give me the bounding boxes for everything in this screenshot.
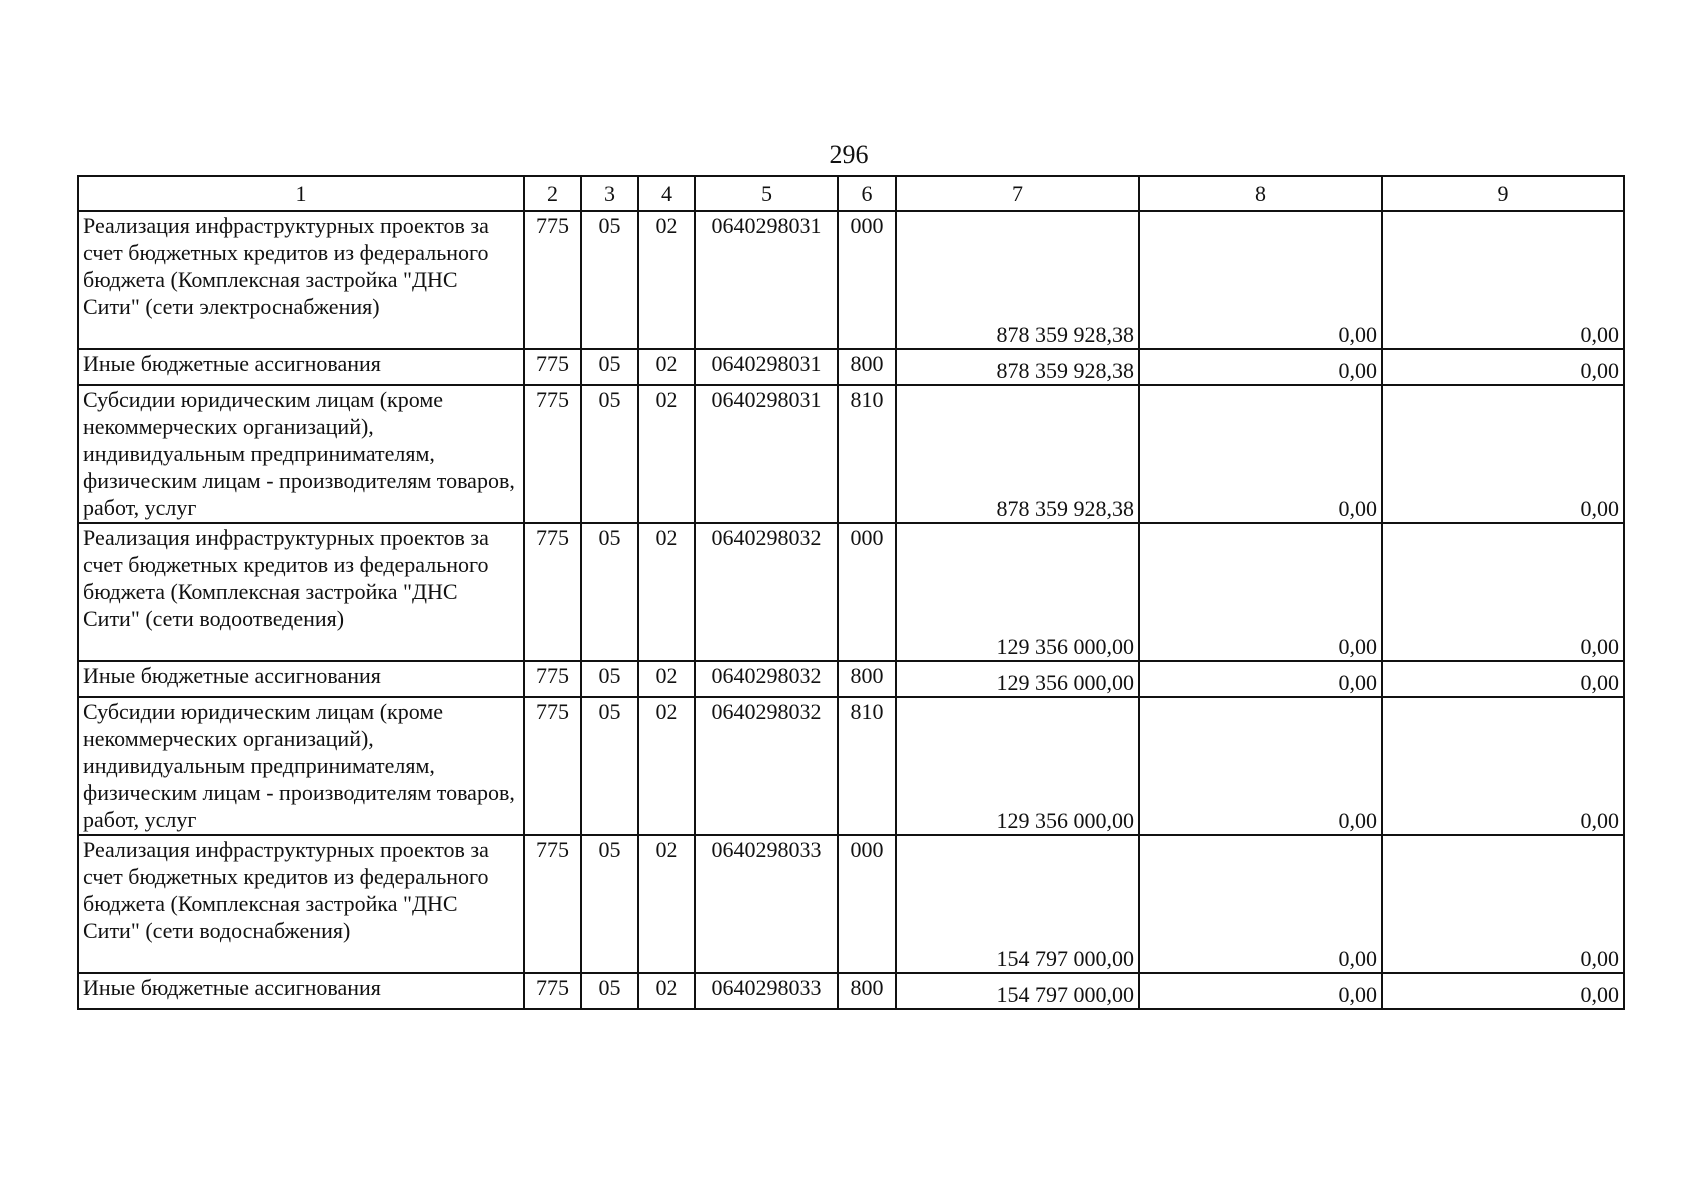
code-cell: 02	[638, 211, 695, 349]
code-cell: 775	[524, 697, 581, 835]
code-cell: 05	[581, 661, 638, 697]
code-cell: 05	[581, 385, 638, 523]
row-name-cell: Реализация инфраструктурных проектов за счет бюджетных кредитов из федерального бюджета (Комплексная застройка "ДНС Сити" (сети водоснабжения)	[78, 835, 524, 973]
code-cell: 02	[638, 973, 695, 1009]
code-cell: 000	[838, 835, 896, 973]
column-header: 9	[1382, 176, 1624, 211]
column-header: 2	[524, 176, 581, 211]
code-cell: 0640298032	[695, 661, 838, 697]
code-cell: 02	[638, 697, 695, 835]
code-cell: 0640298032	[695, 523, 838, 661]
column-header: 4	[638, 176, 695, 211]
amount-cell: 0,00	[1139, 523, 1382, 661]
code-cell: 810	[838, 385, 896, 523]
amount-cell: 0,00	[1139, 697, 1382, 835]
table-row	[78, 973, 1624, 1009]
amount-cell: 0,00	[1139, 385, 1382, 523]
code-cell: 02	[638, 523, 695, 661]
code-cell: 000	[838, 211, 896, 349]
amount-cell: 154 797 000,00	[896, 835, 1139, 973]
code-cell: 05	[581, 349, 638, 385]
header-row	[78, 176, 1624, 211]
code-cell: 800	[838, 973, 896, 1009]
amount-cell: 0,00	[1139, 661, 1382, 697]
amount-cell: 0,00	[1139, 973, 1382, 1009]
code-cell: 775	[524, 835, 581, 973]
column-header: 1	[78, 176, 524, 211]
amount-cell: 0,00	[1139, 211, 1382, 349]
amount-cell: 0,00	[1382, 211, 1624, 349]
amount-cell: 0,00	[1139, 835, 1382, 973]
row-name-cell: Иные бюджетные ассигнования	[78, 661, 524, 697]
amount-cell: 878 359 928,38	[896, 349, 1139, 385]
amount-cell: 0,00	[1382, 661, 1624, 697]
amount-cell: 154 797 000,00	[896, 973, 1139, 1009]
amount-cell: 0,00	[1382, 523, 1624, 661]
code-cell: 000	[838, 523, 896, 661]
code-cell: 0640298033	[695, 835, 838, 973]
code-cell: 0640298031	[695, 349, 838, 385]
code-cell: 05	[581, 523, 638, 661]
code-cell: 02	[638, 385, 695, 523]
page-number: 296	[829, 140, 869, 169]
column-header: 5	[695, 176, 838, 211]
code-cell: 775	[524, 661, 581, 697]
amount-cell: 0,00	[1382, 835, 1624, 973]
table-row	[78, 661, 1624, 697]
code-cell: 775	[524, 523, 581, 661]
code-cell: 02	[638, 661, 695, 697]
code-cell: 775	[524, 211, 581, 349]
code-cell: 05	[581, 697, 638, 835]
table-row	[78, 523, 1624, 661]
amount-cell: 0,00	[1139, 349, 1382, 385]
column-header: 3	[581, 176, 638, 211]
amount-cell: 0,00	[1382, 973, 1624, 1009]
amount-cell: 129 356 000,00	[896, 661, 1139, 697]
code-cell: 800	[838, 661, 896, 697]
code-cell: 0640298032	[695, 697, 838, 835]
amount-cell: 129 356 000,00	[896, 697, 1139, 835]
code-cell: 0640298033	[695, 973, 838, 1009]
amount-cell: 0,00	[1382, 349, 1624, 385]
amount-cell: 878 359 928,38	[896, 385, 1139, 523]
code-cell: 800	[838, 349, 896, 385]
code-cell: 0640298031	[695, 211, 838, 349]
row-name-cell: Иные бюджетные ассигнования	[78, 973, 524, 1009]
row-name-cell: Иные бюджетные ассигнования	[78, 349, 524, 385]
column-header: 7	[896, 176, 1139, 211]
amount-cell: 0,00	[1382, 697, 1624, 835]
amount-cell: 129 356 000,00	[896, 523, 1139, 661]
column-header: 6	[838, 176, 896, 211]
code-cell: 810	[838, 697, 896, 835]
row-name-cell: Реализация инфраструктурных проектов за счет бюджетных кредитов из федерального бюджета (Комплексная застройка "ДНС Сити" (сети водоотведения)	[78, 523, 524, 661]
row-name-cell: Субсидии юридическим лицам (кроме некоммерческих организаций), индивидуальным предпринимателям, физическим лицам - производителям товаров, работ, услуг	[78, 697, 524, 835]
code-cell: 775	[524, 385, 581, 523]
budget-table	[77, 175, 1625, 1010]
column-header: 8	[1139, 176, 1382, 211]
amount-cell: 878 359 928,38	[896, 211, 1139, 349]
code-cell: 02	[638, 835, 695, 973]
table-row	[78, 835, 1624, 973]
code-cell: 05	[581, 211, 638, 349]
table-row	[78, 385, 1624, 523]
table-row	[78, 211, 1624, 349]
code-cell: 0640298031	[695, 385, 838, 523]
code-cell: 775	[524, 973, 581, 1009]
table-row	[78, 349, 1624, 385]
code-cell: 05	[581, 973, 638, 1009]
amount-cell: 0,00	[1382, 385, 1624, 523]
row-name-cell: Реализация инфраструктурных проектов за счет бюджетных кредитов из федерального бюджета (Комплексная застройка "ДНС Сити" (сети электроснабжения)	[78, 211, 524, 349]
code-cell: 02	[638, 349, 695, 385]
code-cell: 05	[581, 835, 638, 973]
table-row	[78, 697, 1624, 835]
code-cell: 775	[524, 349, 581, 385]
row-name-cell: Субсидии юридическим лицам (кроме некоммерческих организаций), индивидуальным предпринимателям, физическим лицам - производителям товаров, работ, услуг	[78, 385, 524, 523]
